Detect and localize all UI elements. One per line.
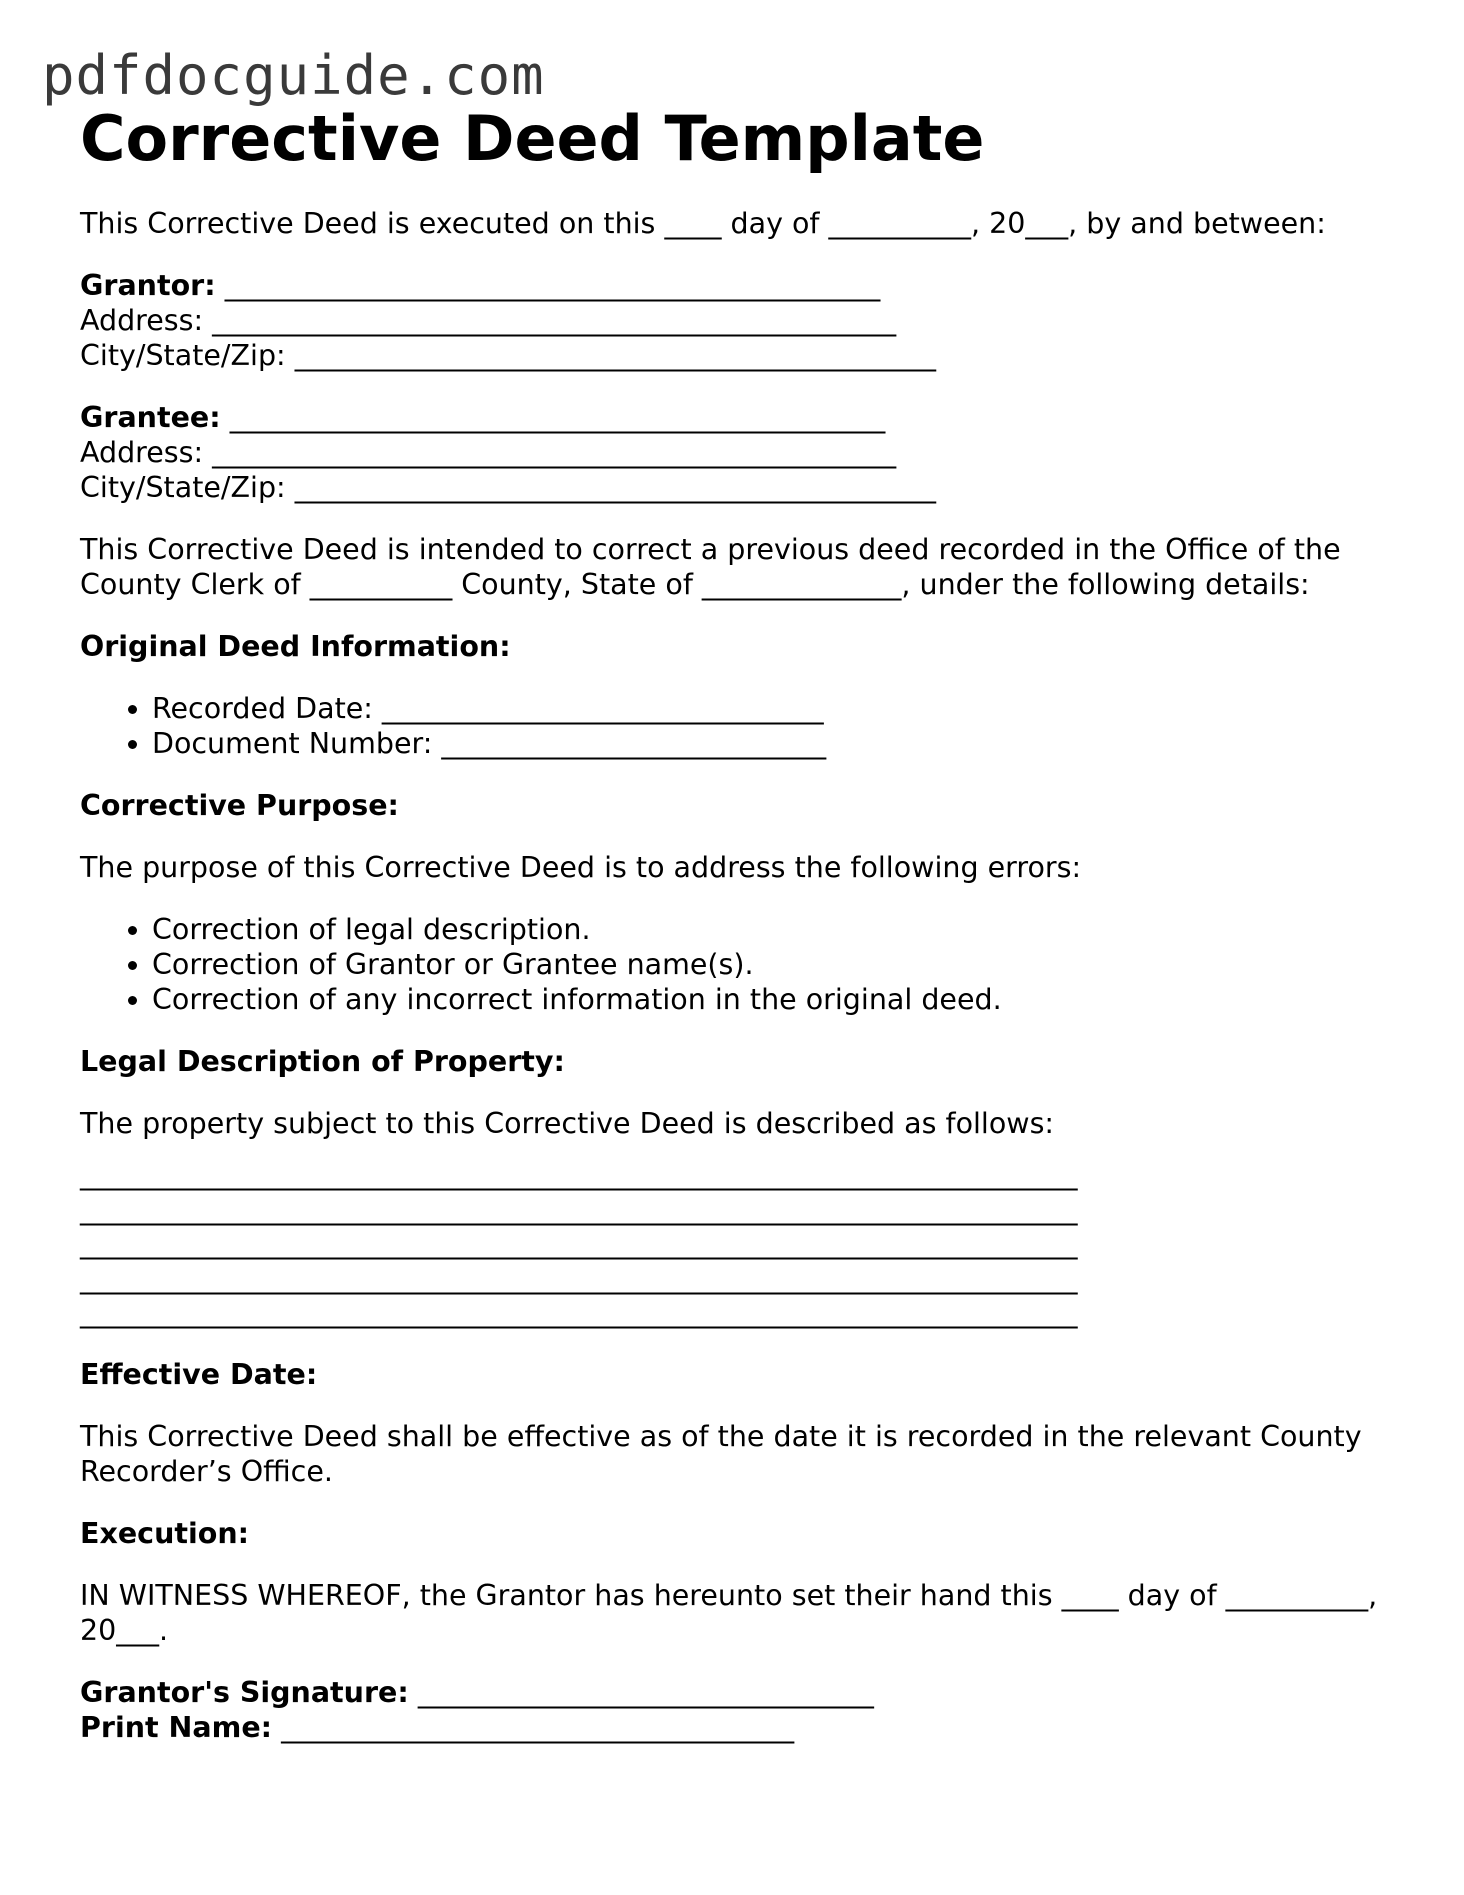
- list-item: • Recorded Date: _______________________________: [152, 691, 1420, 726]
- grantee-line: [80, 400, 1420, 435]
- execution-line-2: 20___.: [80, 1613, 169, 1647]
- grantee-city: City/State/Zip: _____________________________________________: [80, 471, 936, 504]
- execution-paragraph: [80, 1578, 1420, 1648]
- original-deed-list: [80, 691, 1420, 761]
- document-title: Corrective Deed Template: [80, 102, 985, 175]
- execution-heading: Execution:: [80, 1516, 250, 1550]
- signature-label: Grantor's Signature:: [80, 1675, 409, 1709]
- intro-paragraph: This Corrective Deed is executed on this ____ day of __________, 20___, by and between:: [80, 207, 1326, 240]
- grantee-label: Grantee:: [80, 401, 221, 434]
- original-deed-heading: Original Deed Information:: [80, 630, 511, 663]
- grantor-blank: ______________________________________________: [215, 269, 881, 302]
- print-name-blank: ____________________________________: [272, 1710, 795, 1744]
- blank-line: ______________________________________________________________________: [80, 1296, 1078, 1329]
- list-item: • Correction of legal description.: [152, 912, 1420, 947]
- blank-line: ______________________________________________________________________: [80, 1261, 1078, 1295]
- document-page: [80, 102, 1420, 1745]
- effective-date-heading: Effective Date:: [80, 1357, 318, 1391]
- list-item: • Document Number: ___________________________: [152, 726, 1420, 761]
- legal-description-blank-lines: [80, 1158, 1420, 1331]
- blank-line: ______________________________________________________________________: [80, 1192, 1078, 1226]
- grantor-address: Address: ________________________________________________: [80, 304, 897, 337]
- signature-line: [80, 1675, 1420, 1710]
- grantor-label: Grantor:: [80, 269, 216, 302]
- grantor-line: [80, 268, 1420, 303]
- signature-block: [80, 1675, 1420, 1745]
- purpose-paragraph: The purpose of this Corrective Deed is to address the following errors:: [80, 851, 1082, 884]
- legal-description-heading: Legal Description of Property:: [80, 1045, 565, 1078]
- print-name-label: Print Name:: [80, 1710, 273, 1744]
- corrective-purpose-heading: Corrective Purpose:: [80, 789, 399, 822]
- effective-date-paragraph: [80, 1419, 1420, 1489]
- grantor-block: [80, 268, 1420, 373]
- list-item: • Correction of any incorrect information in the original deed.: [152, 982, 1420, 1017]
- correction-line-2: County Clerk of __________ County, State of ______________, under the following details:: [80, 568, 1310, 601]
- effective-line-2: Recorder’s Office.: [80, 1454, 333, 1488]
- grantee-blank: ______________________________________________: [220, 401, 886, 434]
- correction-paragraph: [80, 532, 1420, 602]
- print-name-line: [80, 1710, 1420, 1745]
- effective-line-1: This Corrective Deed shall be effective as of the date it is recorded in the relevant County: [80, 1419, 1362, 1453]
- execution-line-1: IN WITNESS WHEREOF, the Grantor has hereunto set their hand this ____ day of __________,: [80, 1578, 1378, 1612]
- grantee-block: [80, 400, 1420, 505]
- purpose-list: [80, 912, 1420, 1017]
- watermark: pdfdocguide.com: [42, 44, 545, 107]
- legal-description-paragraph: The property subject to this Corrective Deed is described as follows:: [80, 1107, 1055, 1140]
- grantee-address: Address: ________________________________________________: [80, 436, 897, 469]
- signature-blank: ________________________________: [408, 1675, 874, 1709]
- correction-line-1: This Corrective Deed is intended to correct a previous deed recorded in the Office of the: [80, 533, 1341, 566]
- blank-line: ______________________________________________________________________: [80, 1158, 1078, 1191]
- blank-line: ______________________________________________________________________: [80, 1227, 1078, 1260]
- list-item: • Correction of Grantor or Grantee name(s).: [152, 947, 1420, 982]
- grantor-city: City/State/Zip: _____________________________________________: [80, 339, 936, 372]
